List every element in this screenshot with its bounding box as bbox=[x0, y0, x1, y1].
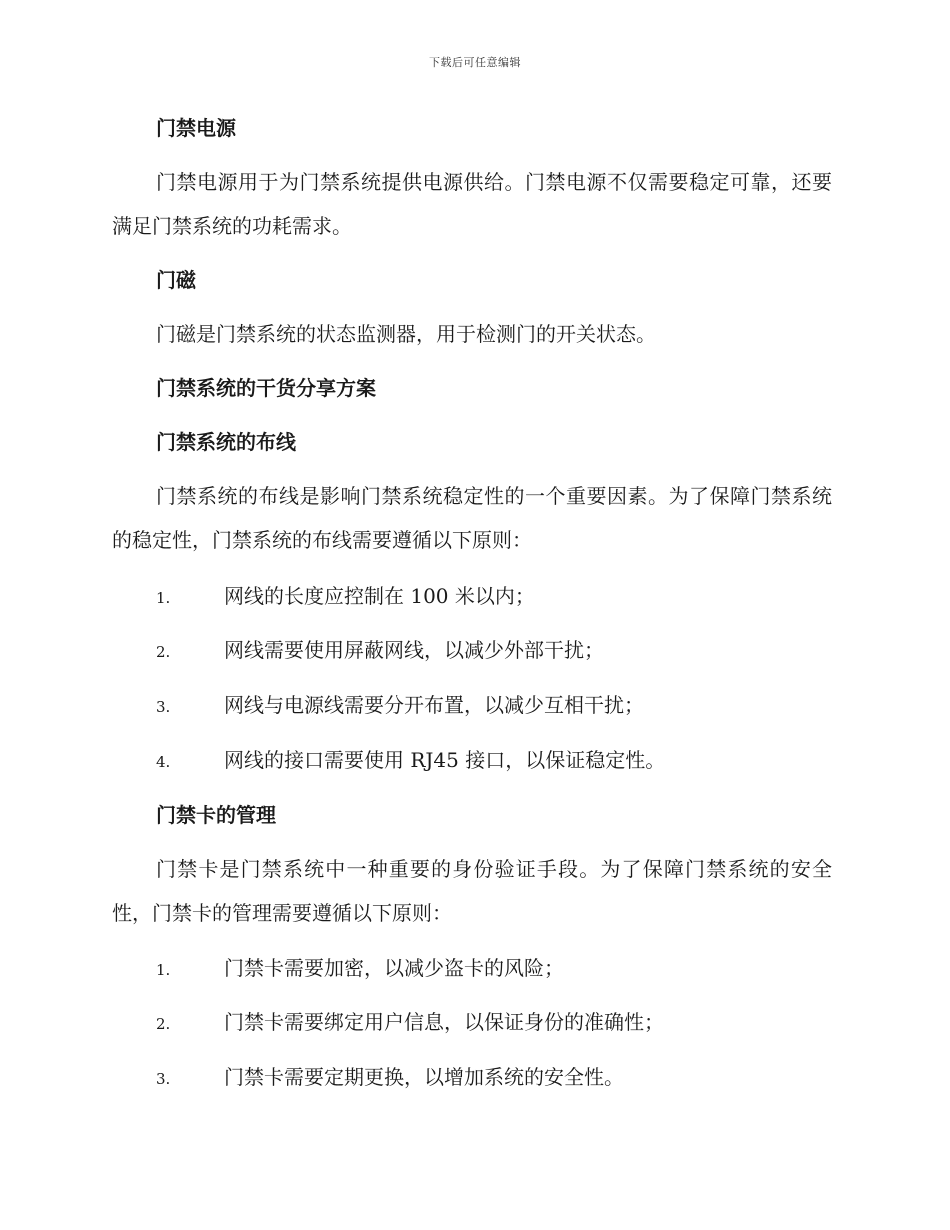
list-item bbox=[112, 1000, 832, 1046]
list-text: 门禁卡需要绑定用户信息，以保证身份的准确性； bbox=[224, 1010, 664, 1034]
paragraph-magnet: 门磁是门禁系统的状态监测器，用于检测门的开关状态。 bbox=[156, 322, 656, 346]
list-item bbox=[112, 574, 832, 620]
heading-magnet: 门磁 bbox=[156, 268, 196, 292]
list-text: 网线与电源线需要分开布置，以减少互相干扰； bbox=[224, 693, 644, 717]
list-number: 3. bbox=[156, 1070, 171, 1088]
list-text: 门禁卡需要加密，以减少盗卡的风险； bbox=[224, 956, 564, 980]
heading-power: 门禁电源 bbox=[156, 116, 236, 140]
paragraph-wiring: 门禁系统的布线是影响门禁系统稳定性的一个重要因素。为了保障门禁系统的稳定性，门禁系统的布线需要遵循以下原则： bbox=[112, 484, 832, 552]
heading-card: 门禁卡的管理 bbox=[156, 803, 276, 827]
list-item bbox=[112, 1055, 832, 1101]
list-text: 网线需要使用屏蔽网线，以减少外部干扰； bbox=[224, 638, 604, 662]
page-header: 下载后可任意编辑 bbox=[429, 56, 521, 69]
heading-share: 门禁系统的干货分享方案 bbox=[156, 376, 376, 400]
list-number: 1. bbox=[156, 589, 171, 607]
list-text: 网线的接口需要使用 RJ45 接口，以保证稳定性。 bbox=[224, 748, 666, 772]
list-item bbox=[112, 738, 832, 784]
list-text: 网线的长度应控制在 100 米以内； bbox=[224, 584, 535, 608]
list-item bbox=[112, 946, 832, 992]
list-number: 4. bbox=[156, 753, 171, 771]
paragraph-power: 门禁电源用于为门禁系统提供电源供给。门禁电源不仅需要稳定可靠，还要满足门禁系统的功耗需求。 bbox=[112, 170, 832, 238]
list-item bbox=[112, 683, 832, 729]
list-number: 3. bbox=[156, 698, 171, 716]
list-number: 1. bbox=[156, 961, 171, 979]
list-number: 2. bbox=[156, 1015, 171, 1033]
heading-wiring: 门禁系统的布线 bbox=[156, 430, 296, 454]
list-text: 门禁卡需要定期更换，以增加系统的安全性。 bbox=[224, 1065, 624, 1089]
paragraph-card: 门禁卡是门禁系统中一种重要的身份验证手段。为了保障门禁系统的安全性，门禁卡的管理需要遵循以下原则： bbox=[112, 857, 832, 925]
list-number: 2. bbox=[156, 643, 171, 661]
list-item bbox=[112, 628, 832, 674]
